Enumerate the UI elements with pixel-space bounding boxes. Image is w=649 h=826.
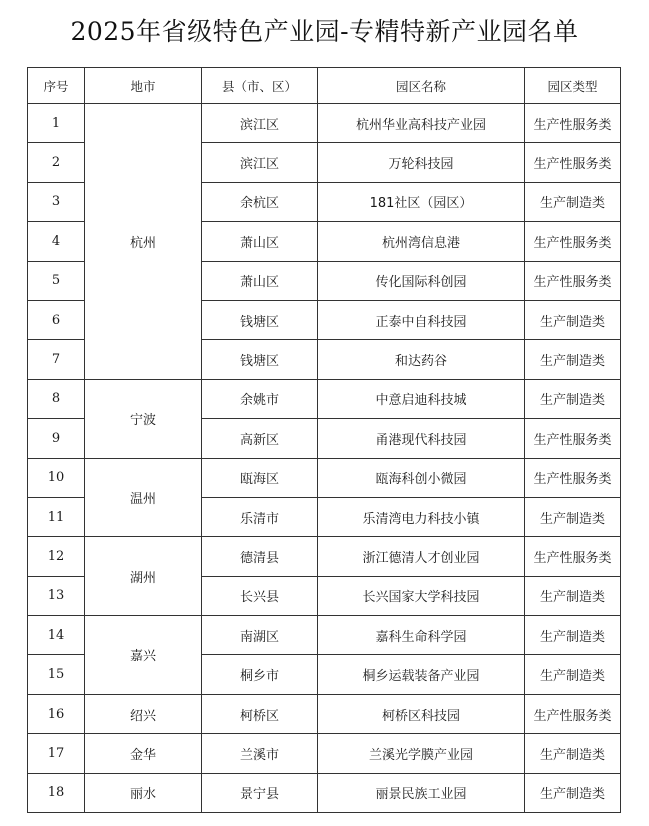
row-index: 7 xyxy=(28,340,85,379)
table-header xyxy=(28,68,621,104)
row-index: 3 xyxy=(28,182,85,221)
county-cell: 余姚市 xyxy=(202,379,318,418)
park-name-cell: 甬港现代科技园 xyxy=(318,419,525,458)
park-name-cell: 柯桥区科技园 xyxy=(318,694,525,733)
park-name-cell: 万轮科技园 xyxy=(318,143,525,182)
park-type-cell: 生产性服务类 xyxy=(525,222,621,261)
park-type-cell: 生产制造类 xyxy=(525,616,621,655)
park-name-cell: 嘉科生命科学园 xyxy=(318,616,525,655)
park-name-cell: 正泰中自科技园 xyxy=(318,300,525,339)
county-cell: 乐清市 xyxy=(202,497,318,536)
park-type-cell: 生产制造类 xyxy=(525,655,621,694)
county-cell: 柯桥区 xyxy=(202,694,318,733)
row-index: 11 xyxy=(28,497,85,536)
row-index: 8 xyxy=(28,379,85,418)
county-cell: 高新区 xyxy=(202,419,318,458)
row-index: 1 xyxy=(28,104,85,143)
park-name-cell: 丽景民族工业园 xyxy=(318,773,525,812)
park-type-cell: 生产制造类 xyxy=(525,734,621,773)
county-cell: 长兴县 xyxy=(202,576,318,615)
park-type-cell: 生产性服务类 xyxy=(525,104,621,143)
table-row xyxy=(28,616,621,655)
park-name-cell: 和达药谷 xyxy=(318,340,525,379)
park-name-cell: 181社区（园区） xyxy=(318,182,525,221)
park-list-table xyxy=(27,67,621,813)
park-type-cell: 生产制造类 xyxy=(525,300,621,339)
county-cell: 萧山区 xyxy=(202,261,318,300)
row-index: 5 xyxy=(28,261,85,300)
park-type-cell: 生产制造类 xyxy=(525,340,621,379)
row-index: 18 xyxy=(28,773,85,812)
header-county: 县（市、区） xyxy=(202,68,318,104)
county-cell: 余杭区 xyxy=(202,182,318,221)
row-index: 13 xyxy=(28,576,85,615)
table-body xyxy=(28,104,621,813)
city-cell: 丽水 xyxy=(85,773,202,812)
city-cell: 杭州 xyxy=(85,104,202,380)
row-index: 6 xyxy=(28,300,85,339)
header-row xyxy=(28,68,621,104)
row-index: 14 xyxy=(28,616,85,655)
park-name-cell: 杭州华业高科技产业园 xyxy=(318,104,525,143)
county-cell: 萧山区 xyxy=(202,222,318,261)
park-type-cell: 生产制造类 xyxy=(525,773,621,812)
table-row xyxy=(28,537,621,576)
table-row xyxy=(28,379,621,418)
park-type-cell: 生产性服务类 xyxy=(525,537,621,576)
county-cell: 景宁县 xyxy=(202,773,318,812)
county-cell: 南湖区 xyxy=(202,616,318,655)
park-name-cell: 桐乡运载装备产业园 xyxy=(318,655,525,694)
county-cell: 滨江区 xyxy=(202,143,318,182)
park-type-cell: 生产性服务类 xyxy=(525,419,621,458)
park-name-cell: 瓯海科创小微园 xyxy=(318,458,525,497)
park-name-cell: 杭州湾信息港 xyxy=(318,222,525,261)
table-row xyxy=(28,773,621,812)
header-park-name: 园区名称 xyxy=(318,68,525,104)
park-name-cell: 兰溪光学膜产业园 xyxy=(318,734,525,773)
park-name-cell: 传化国际科创园 xyxy=(318,261,525,300)
table-row xyxy=(28,458,621,497)
header-index: 序号 xyxy=(28,68,85,104)
row-index: 12 xyxy=(28,537,85,576)
park-type-cell: 生产制造类 xyxy=(525,576,621,615)
county-cell: 滨江区 xyxy=(202,104,318,143)
city-cell: 嘉兴 xyxy=(85,616,202,695)
county-cell: 钱塘区 xyxy=(202,300,318,339)
row-index: 9 xyxy=(28,419,85,458)
county-cell: 桐乡市 xyxy=(202,655,318,694)
city-cell: 绍兴 xyxy=(85,694,202,733)
county-cell: 兰溪市 xyxy=(202,734,318,773)
park-type-cell: 生产制造类 xyxy=(525,497,621,536)
park-name-cell: 中意启迪科技城 xyxy=(318,379,525,418)
table-row xyxy=(28,104,621,143)
row-index: 15 xyxy=(28,655,85,694)
page-title: 2025年省级特色产业园-专精特新产业园名单 xyxy=(70,17,579,46)
row-index: 4 xyxy=(28,222,85,261)
table-row xyxy=(28,734,621,773)
park-type-cell: 生产制造类 xyxy=(525,379,621,418)
park-type-cell: 生产性服务类 xyxy=(525,143,621,182)
park-name-cell: 长兴国家大学科技园 xyxy=(318,576,525,615)
park-name-cell: 浙江德清人才创业园 xyxy=(318,537,525,576)
county-cell: 瓯海区 xyxy=(202,458,318,497)
city-cell: 温州 xyxy=(85,458,202,537)
park-type-cell: 生产性服务类 xyxy=(525,261,621,300)
city-cell: 湖州 xyxy=(85,537,202,616)
park-type-cell: 生产性服务类 xyxy=(525,694,621,733)
row-index: 17 xyxy=(28,734,85,773)
header-city: 地市 xyxy=(85,68,202,104)
table-row xyxy=(28,694,621,733)
park-name-cell: 乐清湾电力科技小镇 xyxy=(318,497,525,536)
header-park-type: 园区类型 xyxy=(525,68,621,104)
county-cell: 德清县 xyxy=(202,537,318,576)
row-index: 16 xyxy=(28,694,85,733)
county-cell: 钱塘区 xyxy=(202,340,318,379)
city-cell: 金华 xyxy=(85,734,202,773)
park-type-cell: 生产性服务类 xyxy=(525,458,621,497)
park-type-cell: 生产制造类 xyxy=(525,182,621,221)
row-index: 2 xyxy=(28,143,85,182)
city-cell: 宁波 xyxy=(85,379,202,458)
row-index: 10 xyxy=(28,458,85,497)
